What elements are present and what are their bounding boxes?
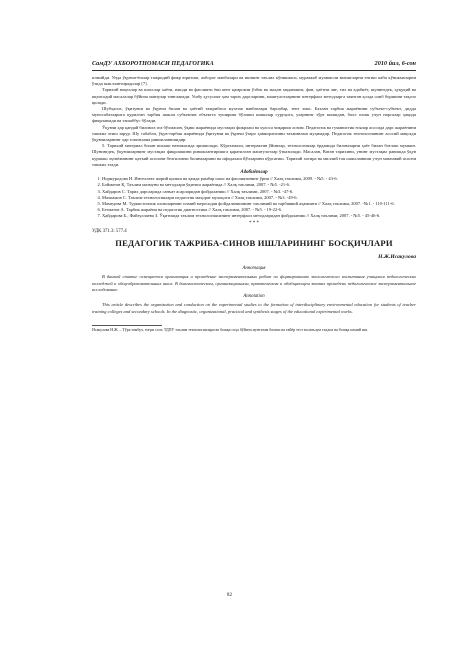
annotation-text: В данной статье освещается организация и проведение экспериментальных работ по формированию экологического воспитания учащихся педагогических колледжей и общеобразовательных школ. В диагностическом, организационном, практическом и обобщающем этапах проведено педагогическое экспериментальное исследование. (92, 274, 416, 292)
author-footnote: Исакулова Н.Ж. – Тўра тамбул, тоғри солт, ТДПУ таълим технологиялари ва бошқа соҳа бўйича мунтазам баланс ва тайёр тест ва маълум таҳлил ва бошқа илмий иш. (92, 327, 368, 332)
references-title: Адабиётлар (240, 170, 268, 176)
body-paragraph: 5. Тарихий материал билан ишлаш натижасида эришилади. Кўргазмали, интерактив ўйинлар, технологиялар ёрдамида билимларни ҳаёт билан боғлаш мумкин. Шунингдек, ўқувчиларнинг мустақил фикрлашини ривожлантиришга қаратилган машғулотлар ўтказилади. Масалан, Ватан тарихини, унинг мустақил равишда ўқув куршаш эҳтиёжининг қатъий асосини белгиловчи билимларини ва ифодалаш йўлларини кўрсатиш. Тарихий хотира ва миллий ғоя шаклланиши учун маънавий асосни ташкил этади. (92, 143, 416, 167)
reference-item: 5. Мамедова М. Туркистонлик олимларнинг илмий меросидан фойдаланишнинг таълимий ва тарбиявий аҳамияти // Халқ таълими, 2007. -№1. - 110-111-6. (102, 201, 416, 207)
reference-item: 2. Бойматов Қ. Таълим мазмуни ва методлари ўқитиш жараёнида // Халқ таълими, 2007. - №5. -21-6. (102, 182, 416, 188)
annotation-heading: Аннотация (242, 266, 266, 272)
section-separator: * * * (249, 220, 259, 226)
body-paragraph: Ўқувчи ҳар қандай билимга эга бўлмасин, ўқиш жараёнида мустақил фикрлаш ва хулоса чиқариш лозим. Педагогик ва гуманистик ғоялар асосида дарс жараёнини ташкил этиш зарур. Шу сабабли, ўқув-тарбия жараёнида ўқитувчи ва ўқувчи ўзаро ҳамкорлигини таъминлаш муҳимдир. Педагогик технологиянинг асосий мақсади ўқувчиларнинг ҳар томонлама ривожланишидир. (92, 124, 416, 143)
abstract-text: This article describes the organization and conduction on the experimental studies to the formation of interdisciplinary environmental education for students of teacher training colleges and secondary schools. In the diagnostic, organizational, practical and synthesis stages of the educational experimental works. (92, 302, 416, 314)
references-list (92, 176, 416, 219)
body-paragraph: Шубҳасиз, ўқитувчи ва ўқувчи билан ва ҳаётий тажрибаси мухтож навбатлари бароабар, тенг эмас. Баъзан тарбия жараёнини субъект-субъект, дидда муносабатларига қурилган тарбия шакли субъектив объектга тушириш бўлиши кишилар гуруҳига, уларнинг тўрт кишидан, балл олиш учун нарсалар ҳақида фикрлашади ва ташаббус бўлади. (92, 106, 416, 124)
udk-code: УДК 371.3: 577.4 (92, 228, 127, 234)
reference-item: 6. Бегматов А. Тарбия жараёни ва педагогик диагностика // Халқ таълими, 2007. - №5. - 19-22-6. (102, 207, 416, 213)
body-paragraph: илмийди. Унда ўқувчи-ёшлар тажридий фикр юритиш, ахборот манбалари ва ишнинг таълил кўникмаси, мураккаб муаммоли вазиятларни енгиш каби кўникмаларни ўзида шакллантирадилар [7]. (92, 75, 416, 87)
reference-item: 7. Ҳайдарова Б., Файзуллаева З. Ўқитишда таълим технологиясининг интерфаол методларидан фойдаланиш // Халқ таълими, 2007. - №5. - 45-46-6. (102, 213, 416, 219)
page-number: 82 (226, 592, 233, 598)
page-content (92, 75, 416, 333)
header-rule (92, 70, 416, 71)
journal-name: СамДУ АХБОРОТНОМАСИ ПЕДАГОГИКА (92, 60, 214, 67)
issue-label: 2010 йил, 6-сон (374, 60, 416, 67)
body-paragraph: Тарихий воқеалар ва шахслар хаёти, ижоди ва фаолияти ёки кенг қамровли ўзбек ва жаҳон маданияти, фан, ҳаётни лиғ, тил ва адабиёт, шунингдек, ҳуқуқий ва иқтисодий масалалар бўйича мавзулар тингланади. Ушбу ҳусусият ҳам тарих дарсларини, машғулотларнинг интерфаол методларга таянган ҳолда олиб боришни тақозо қилади. (92, 87, 416, 105)
article-author: Н.Ж.Исакулова (378, 254, 416, 261)
abstract-heading: Annotation (243, 294, 265, 300)
article-title: ПЕДАГОГИК ТАЖРИБА-СИНОВ ИШЛАРИНИНГ БОСҚИЧЛАРИ (115, 238, 393, 249)
reference-item: 4. Махкамов С. Таълим технологиялари педагогик маҳорат мулоқоти // Халқ таълими, 2007. - №3. -49-6. (102, 195, 416, 201)
reference-item: 3. Хайдаров С. Тарих дарсларида санъат асарларидан фойдаланиш // Халқ таълими, 2007. - №3. -47-6. (102, 189, 416, 195)
footnote-rule (92, 325, 162, 326)
reference-item: 1. Нормуродова Н. Интеллект жорий қилиш ва ҳамда рамбар шахс ва фаолиятининг ўрни // Халқ таълими, 2009. - №5. - 43-6. (102, 176, 416, 182)
running-header (92, 60, 416, 67)
